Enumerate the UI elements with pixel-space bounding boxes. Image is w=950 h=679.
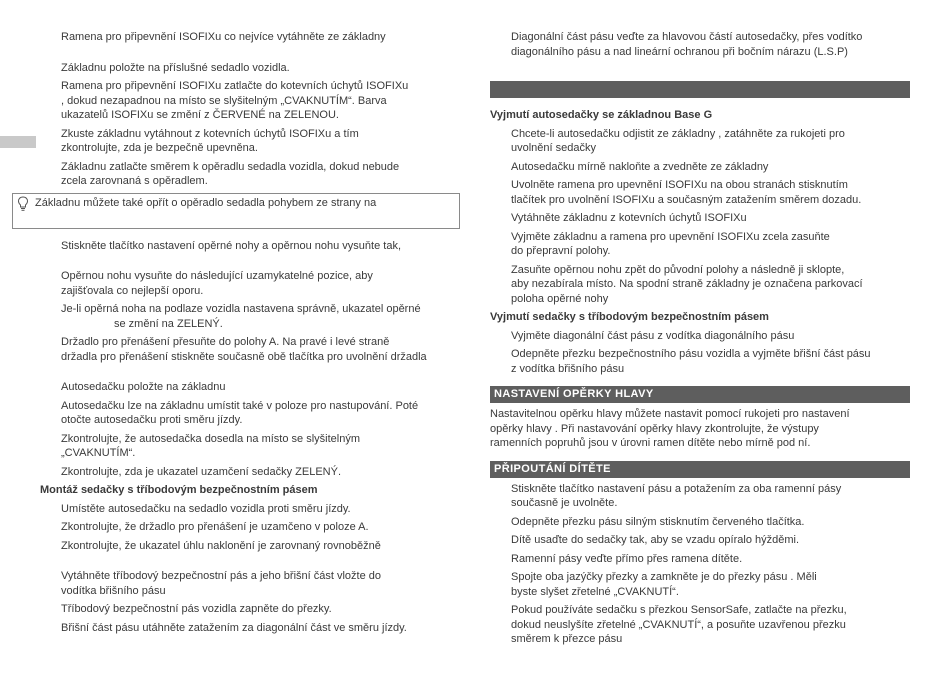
- tip-text: Základnu můžete také opřít o opěradlo sedadla pohybem ze strany na: [35, 196, 377, 209]
- step-text: byste slyšet zřetelné „CVAKNUTÍ“.: [511, 585, 679, 598]
- subheading-remove-with-base: Vyjmutí autosedačky se základnou Base G: [490, 109, 713, 121]
- body-text: ramenních popruhů jsou v úrovni ramen dítěte nebo mírně pod ní.: [490, 437, 811, 449]
- step-text: do přepravní polohy.: [511, 245, 611, 257]
- step-text: Spojte oba jazýčky přezky a zamkněte je do přezky pásu . Měli: [511, 571, 817, 583]
- step-text: Je-li opěrná noha na podlaze vozidla nastavena správně, ukazatel opěrné: [61, 303, 421, 315]
- step-text: tlačítek pro uvolnění ISOFIXu a současným zatažením směrem dozadu.: [511, 193, 862, 206]
- step-text: Břišní část pásu utáhněte zatažením za diagonální část ve směru jízdy.: [61, 621, 407, 634]
- left-column: [35, 30, 460, 635]
- step-text: „CVAKNUTÍM“.: [61, 447, 136, 459]
- step-text: Ramenní pásy veďte přímo přes ramena dítěte.: [511, 552, 743, 565]
- body-text: Nastavitelnou opěrku hlavy můžete nastavit pomocí rukojeti pro nastavení: [490, 408, 850, 420]
- step-text: Umístěte autosedačku na sedadlo vozidla proti směru jízdy.: [61, 502, 351, 515]
- step-text: otočte autosedačku proti směru jízdy.: [61, 414, 243, 426]
- step-text: ukazatelů ISOFIXu se změní z ČERVENÉ na ZELENOU.: [61, 109, 339, 121]
- subheading-three-point-install: Montáž sedačky s tříbodovým bezpečnostním pásem: [40, 484, 318, 496]
- subheading-remove-three-point: Vyjmutí sedačky s tříbodovým bezpečnostním pásem: [490, 311, 769, 323]
- step-text: Ramena pro připevnění ISOFIXu zatlačte do kotevních úchytů ISOFIXu: [61, 80, 409, 92]
- step-text: Držadlo pro přenášení přesuňte do polohy A. Na pravé i levé straně: [61, 336, 390, 348]
- step-text: Základnu zatlačte směrem k opěradlu sedadla vozidla, dokud nebude: [61, 160, 400, 173]
- step-text: Odepněte přezku bezpečnostního pásu vozidla a vyjměte břišní část pásu: [511, 348, 871, 360]
- step-text: Uvolněte ramena pro upevnění ISOFIXu na obou stranách stisknutím: [511, 179, 848, 191]
- step-text: Vytáhněte základnu z kotevních úchytů ISOFIXu: [511, 212, 747, 224]
- step-text: , dokud nezapadnou na místo se slyšitelným „CVAKNUTÍM“. Barva: [61, 94, 387, 107]
- body-text: opěrky hlavy . Při nastavování opěrky hlavy zkontrolujte, že výstupy: [490, 422, 819, 435]
- step-text: aby nezabírala místo. Na spodní straně základny je označena parkovací: [511, 278, 863, 290]
- step-text: Autosedačku mírně nakloňte a zvedněte ze základny: [511, 160, 769, 173]
- step-text: Opěrnou nohu vysuňte do následující uzamykatelné pozice, aby: [61, 270, 373, 282]
- step-text: Stiskněte tlačítko nastavení opěrné nohy a opěrnou nohu vysuňte tak,: [61, 239, 402, 252]
- section-bar-empty: [490, 81, 910, 98]
- section-header-headrest: NASTAVENÍ OPĚRKY HLAVY: [490, 386, 910, 403]
- tip-box: [12, 193, 460, 229]
- step-text: Vyjměte diagonální část pásu z vodítka diagonálního pásu: [511, 329, 795, 342]
- step-text: Základnu položte na příslušné sedadlo vozidla.: [61, 61, 290, 74]
- step-text: z vodítka břišního pásu: [511, 362, 625, 375]
- step-text: zcela zarovnaná s opěradlem.: [61, 175, 208, 187]
- step-text: držadla pro přenášení stiskněte současně obě tlačítka pro uvolnění držadla: [61, 350, 427, 363]
- step-text: poloha opěrné nohy: [511, 292, 609, 305]
- step-text: Autosedačku položte na základnu: [61, 381, 226, 393]
- step-text: Diagonální část pásu veďte za hlavovou částí autosedačky, přes vodítko: [511, 31, 863, 43]
- step-text: Zkuste základnu vytáhnout z kotevních úchytů ISOFIXu a tím: [61, 127, 359, 140]
- step-text: Chcete-li autosedačku odjistit ze základny , zatáhněte za rukojeti pro: [511, 127, 845, 140]
- step-text: Ramena pro připevnění ISOFIXu co nejvíce vytáhněte ze základny: [61, 31, 386, 43]
- section-header-buckling: PŘIPOUTÁNÍ DÍTĚTE: [490, 461, 910, 478]
- step-text: zajišťovala co nejlepší oporu.: [61, 284, 204, 297]
- step-text: Odepněte přezku pásu silným stisknutím červeného tlačítka.: [511, 515, 805, 528]
- step-text: současně je uvolněte.: [511, 497, 618, 509]
- step-text: Zkontrolujte, že držadlo pro přenášení je uzamčeno v poloze A.: [61, 521, 369, 533]
- step-text: Autosedačku lze na základnu umístit také v poloze pro nastupování. Poté: [61, 399, 419, 412]
- step-text: Vytáhněte tříbodový bezpečnostní pás a jeho břišní část vložte do: [61, 570, 382, 582]
- step-text: Dítě usaďte do sedačky tak, aby se vzadu opíralo hýžděmi.: [511, 534, 800, 546]
- step-text: Zkontrolujte, že ukazatel úhlu naklonění je zarovnaný rovnoběžně: [61, 539, 381, 552]
- step-text: směrem k přezce pásu: [511, 633, 623, 645]
- step-text: Zkontrolujte, že autosedačka dosedla na místo se slyšitelným: [61, 432, 360, 445]
- step-text: zkontrolujte, zda je bezpečně upevněna.: [61, 142, 258, 154]
- right-column: [490, 30, 910, 647]
- step-text: Zkontrolujte, zda je ukazatel uzamčení sedačky ZELENÝ.: [61, 465, 342, 478]
- lightbulb-icon: [17, 196, 29, 212]
- page-edge-tab: [0, 136, 36, 148]
- step-text: Pokud používáte sedačku s přezkou SensorSafe, zatlačte na přezku,: [511, 604, 847, 616]
- step-text: Stiskněte tlačítko nastavení pásu a potažením za oba ramenní pásy: [511, 482, 842, 495]
- step-text: Zasuňte opěrnou nohu zpět do původní polohy a následně ji sklopte,: [511, 263, 845, 276]
- step-text: Tříbodový bezpečnostní pás vozidla zapněte do přezky.: [61, 603, 332, 615]
- step-text: vodítka břišního pásu: [61, 584, 166, 597]
- step-text: dokud neuslyšíte zřetelné „CVAKNUTÍ“, a posuňte uzavřenou přezku: [511, 618, 846, 631]
- step-text: se změní na ZELENÝ.: [114, 317, 223, 330]
- step-text: diagonálního pásu a nad lineární ochranou při bočním nárazu (L.S.P): [511, 45, 848, 58]
- step-text: Vyjměte základnu a ramena pro upevnění ISOFIXu zcela zasuňte: [511, 230, 830, 243]
- step-text: uvolnění sedačky: [511, 142, 596, 154]
